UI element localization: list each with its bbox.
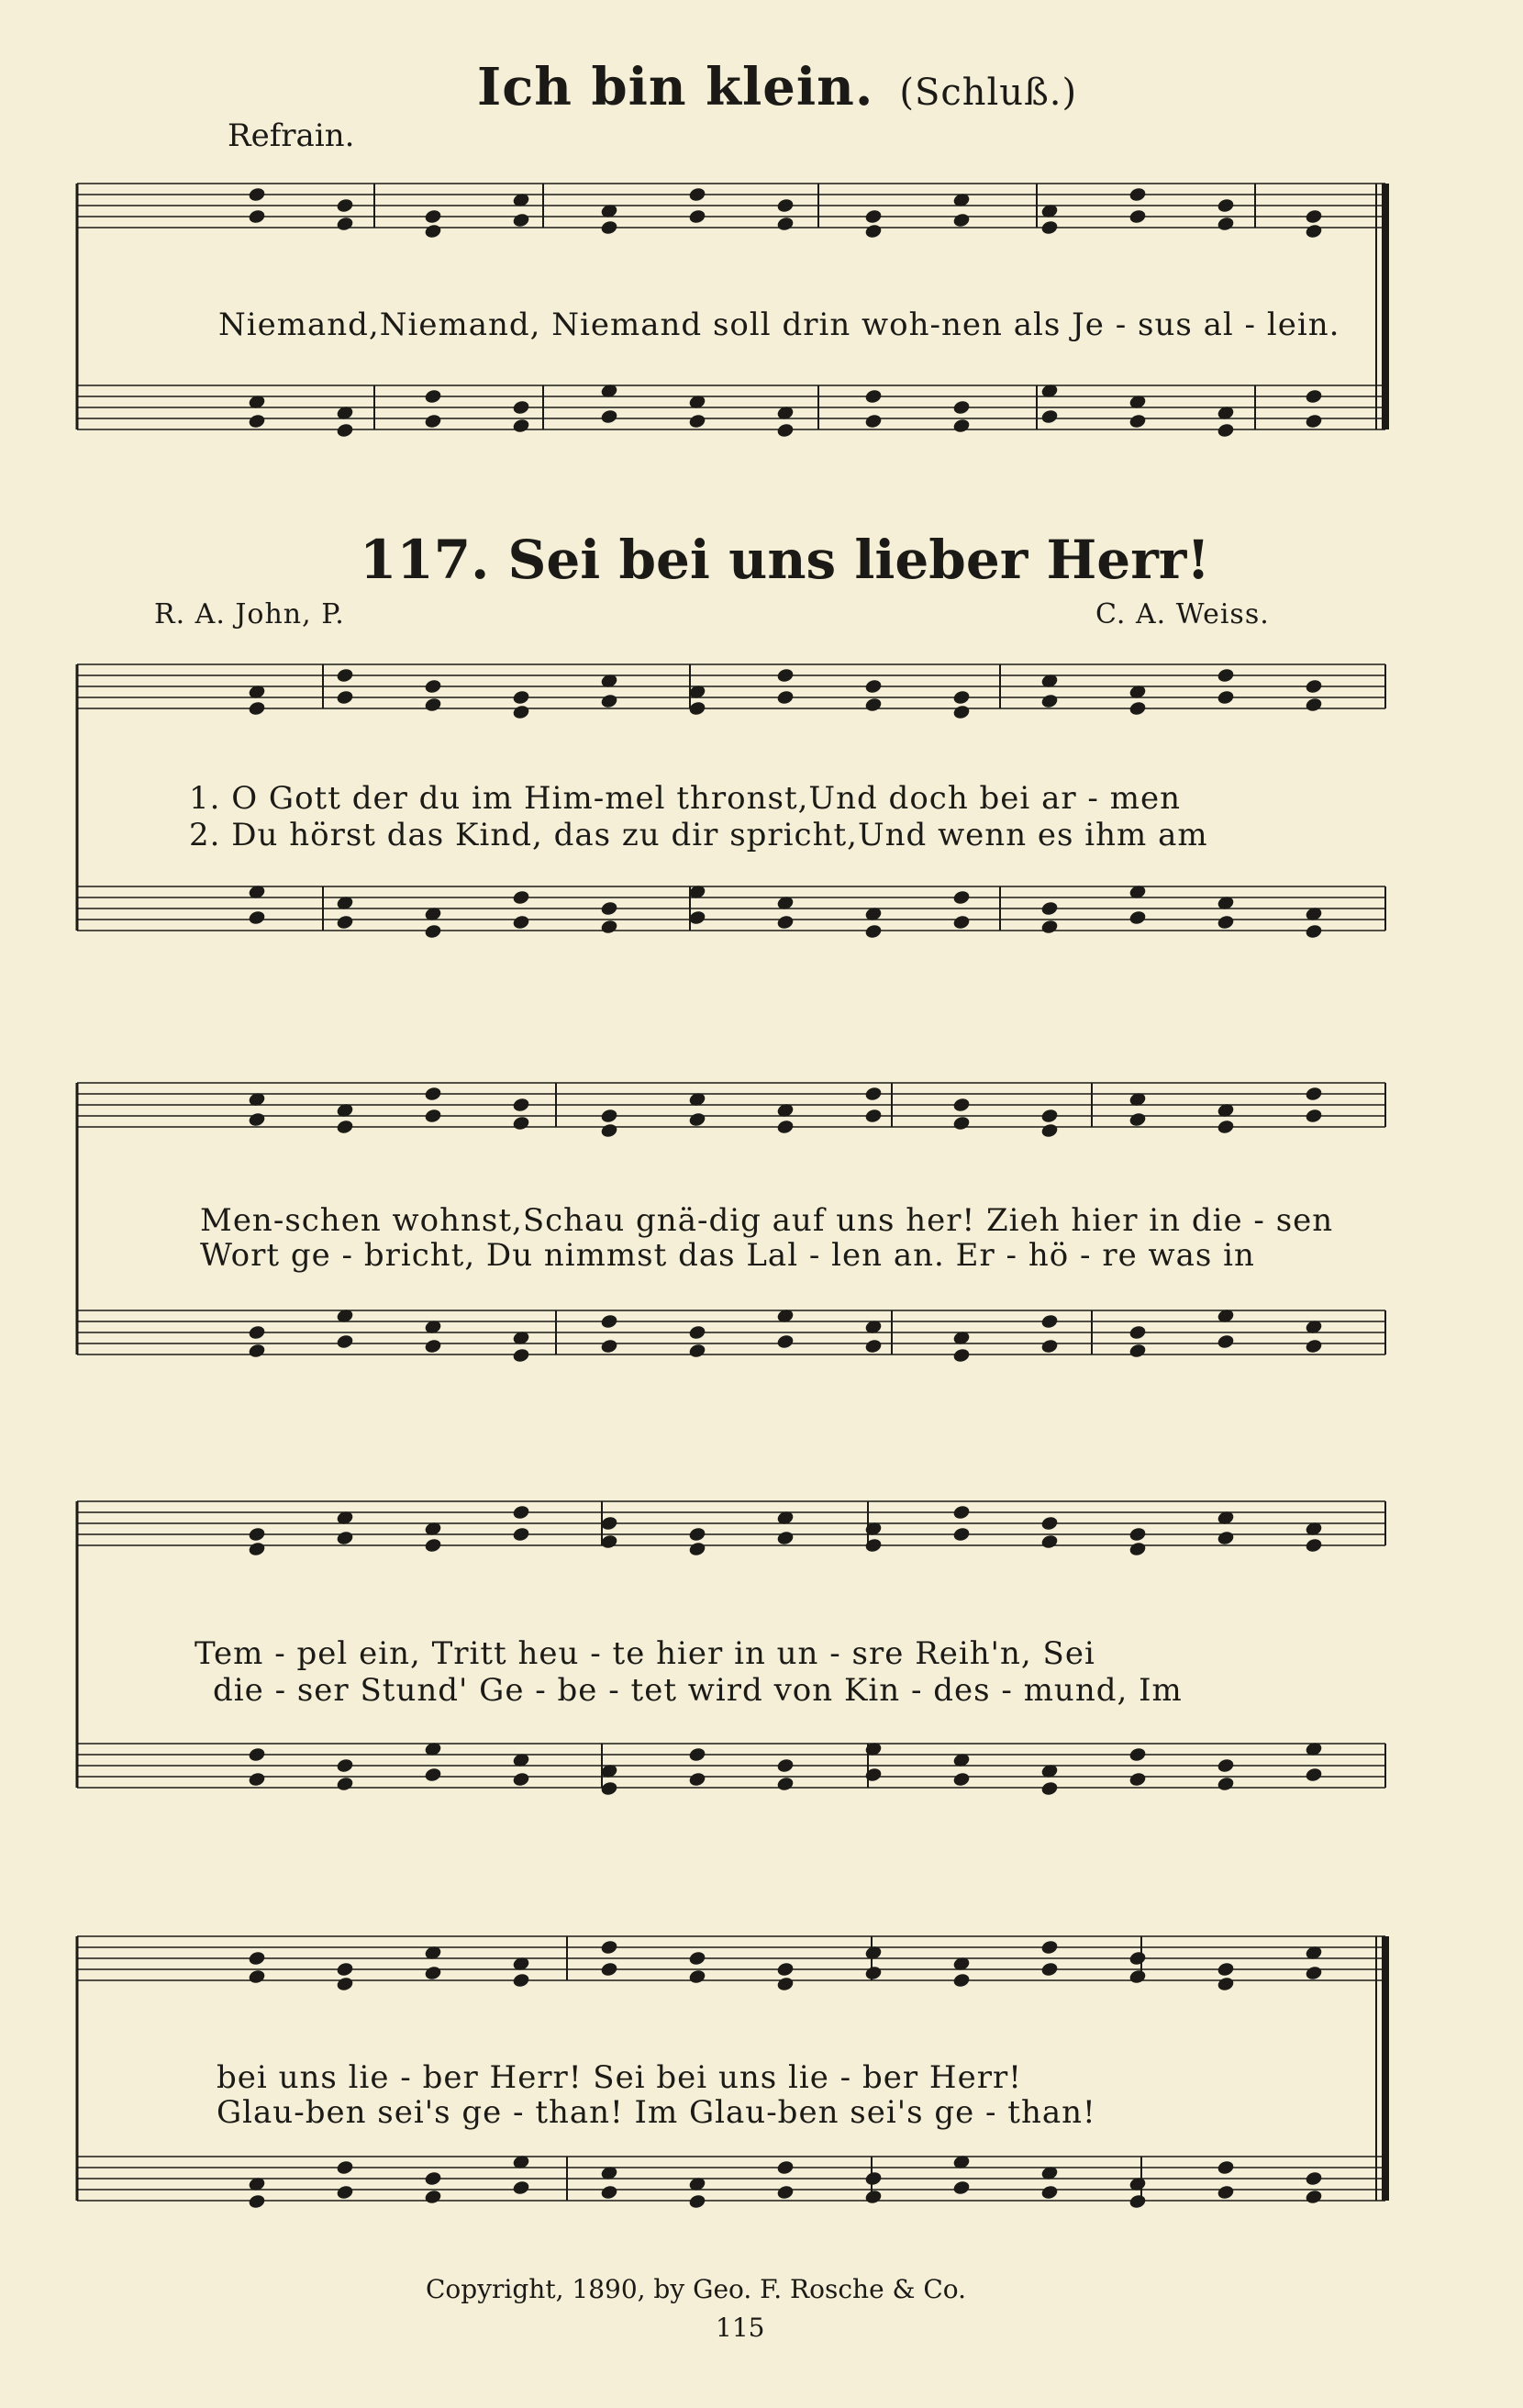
- note-head: [600, 1962, 617, 1978]
- note-head: [1040, 1109, 1058, 1124]
- note-head: [864, 697, 882, 713]
- note-head: [776, 1120, 794, 1135]
- hymn-composer: C. A. Weiss.: [1095, 598, 1270, 630]
- note-head: [424, 1339, 441, 1354]
- note-head: [1128, 1112, 1146, 1128]
- refrain-lyrics: Niemand,Niemand, Niemand soll drin woh-nen als Je - sus al - lein.: [218, 307, 1340, 343]
- note-head: [512, 690, 529, 706]
- note-head: [952, 1527, 970, 1543]
- note-head: [600, 1534, 617, 1550]
- note-head: [1128, 701, 1146, 717]
- note-head: [512, 1505, 529, 1521]
- note-head: [1305, 697, 1322, 713]
- note-head: [1305, 209, 1322, 225]
- note-head: [864, 1087, 882, 1102]
- note-head: [1040, 2185, 1058, 2201]
- note-head: [248, 1772, 265, 1788]
- note-head: [952, 690, 970, 706]
- note-head: [336, 1531, 353, 1546]
- note-head: [952, 1772, 970, 1788]
- refrain-label: Refrain.: [228, 117, 355, 154]
- note-head: [688, 1325, 706, 1341]
- note-head: [864, 414, 882, 429]
- note-head: [776, 217, 794, 232]
- note-head: [952, 890, 970, 906]
- note-head: [248, 1112, 265, 1128]
- note-head: [1040, 1123, 1058, 1139]
- note-head: [424, 1109, 441, 1124]
- note-head: [1040, 1516, 1058, 1532]
- note-head: [776, 915, 794, 931]
- note-head: [1305, 389, 1322, 405]
- page-number: 115: [716, 2313, 765, 2343]
- note-head: [1040, 1534, 1058, 1550]
- note-head: [424, 1538, 441, 1554]
- note-head: [776, 198, 794, 214]
- note-head: [1217, 1531, 1234, 1546]
- note-head: [512, 418, 529, 434]
- note-head: [1305, 1339, 1322, 1354]
- note-head: [952, 1116, 970, 1132]
- note-head: [1217, 423, 1234, 439]
- note-head: [512, 1973, 529, 1989]
- note-head: [1217, 2185, 1234, 2201]
- note-head: [600, 694, 617, 709]
- note-head: [512, 705, 529, 720]
- note-head: [600, 1109, 617, 1124]
- note-head: [1217, 915, 1234, 931]
- note-head: [776, 668, 794, 684]
- copyright-notice: Copyright, 1890, by Geo. F. Rosche & Co.: [426, 2274, 967, 2304]
- note-head: [688, 414, 706, 429]
- note-head: [1128, 209, 1146, 225]
- note-head: [1040, 1940, 1058, 1956]
- note-head: [424, 224, 441, 240]
- note-head: [424, 2171, 441, 2187]
- note-head: [1040, 1339, 1058, 1354]
- note-head: [1217, 198, 1234, 214]
- note-head: [952, 400, 970, 416]
- note-head: [952, 1505, 970, 1521]
- note-head: [1305, 1966, 1322, 1981]
- note-head: [336, 423, 353, 439]
- hymn-author: R. A. John, P.: [154, 598, 345, 630]
- note-head: [864, 1109, 882, 1124]
- note-head: [688, 1343, 706, 1359]
- note-head: [512, 2180, 529, 2196]
- note-head: [248, 1542, 265, 1557]
- note-head: [864, 2190, 882, 2205]
- note-head: [1040, 920, 1058, 935]
- note-head: [1128, 1747, 1146, 1763]
- note-head: [1217, 1977, 1234, 1992]
- note-head: [336, 1777, 353, 1792]
- note-head: [1040, 1962, 1058, 1978]
- system4-verse1: bei uns lie - ber Herr! Sei bei uns lie - ber Herr!: [217, 2059, 1022, 2096]
- note-head: [512, 1348, 529, 1364]
- note-head: [600, 1516, 617, 1532]
- note-head: [424, 389, 441, 405]
- note-head: [336, 915, 353, 931]
- note-head: [248, 1325, 265, 1341]
- note-head: [776, 1758, 794, 1774]
- note-head: [248, 1343, 265, 1359]
- note-head: [864, 1339, 882, 1354]
- note-head: [600, 409, 617, 425]
- note-head: [248, 209, 265, 225]
- note-head: [512, 213, 529, 229]
- note-head: [688, 1747, 706, 1763]
- note-head: [336, 1120, 353, 1135]
- note-head: [600, 1781, 617, 1797]
- note-head: [776, 2160, 794, 2176]
- note-head: [424, 414, 441, 429]
- note-head: [336, 2160, 353, 2176]
- note-head: [512, 1116, 529, 1132]
- note-head: [688, 1969, 706, 1985]
- note-head: [248, 701, 265, 717]
- note-head: [776, 2185, 794, 2201]
- note-head: [1217, 1777, 1234, 1792]
- note-head: [1305, 1767, 1322, 1783]
- note-head: [952, 915, 970, 931]
- note-head: [248, 1747, 265, 1763]
- note-head: [336, 1758, 353, 1774]
- system3-verse2: die - ser Stund' Ge - be - tet wird von Kin - des - mund, Im: [213, 1672, 1183, 1709]
- note-head: [952, 418, 970, 434]
- note-head: [512, 915, 529, 931]
- note-head: [952, 705, 970, 720]
- note-head: [1217, 1758, 1234, 1774]
- note-head: [600, 2185, 617, 2201]
- note-head: [248, 910, 265, 926]
- note-head: [776, 1977, 794, 1992]
- note-head: [1128, 1772, 1146, 1788]
- note-head: [1128, 1542, 1146, 1557]
- note-head: [248, 1951, 265, 1967]
- note-head: [512, 890, 529, 906]
- note-head: [952, 1098, 970, 1113]
- note-head: [336, 217, 353, 232]
- note-head: [1128, 1969, 1146, 1985]
- note-head: [1217, 217, 1234, 232]
- note-head: [248, 1527, 265, 1543]
- note-head: [688, 1112, 706, 1128]
- note-head: [1128, 910, 1146, 926]
- note-head: [688, 1542, 706, 1557]
- note-head: [688, 209, 706, 225]
- note-head: [864, 209, 882, 225]
- note-head: [952, 2180, 970, 2196]
- note-head: [1305, 414, 1322, 429]
- hymn-title: 117. Sei bei uns lieber Herr!: [360, 529, 1210, 591]
- note-head: [688, 2194, 706, 2210]
- note-head: [864, 2171, 882, 2187]
- note-head: [512, 400, 529, 416]
- note-head: [336, 198, 353, 214]
- note-head: [424, 1966, 441, 1981]
- note-head: [1128, 1951, 1146, 1967]
- note-head: [1217, 1334, 1234, 1350]
- note-head: [336, 690, 353, 706]
- note-head: [1217, 668, 1234, 684]
- note-head: [424, 2190, 441, 2205]
- note-head: [248, 2194, 265, 2210]
- note-head: [688, 1772, 706, 1788]
- note-head: [1040, 1781, 1058, 1797]
- note-head: [248, 187, 265, 203]
- note-head: [864, 679, 882, 695]
- note-head: [1040, 409, 1058, 425]
- note-head: [776, 1531, 794, 1546]
- note-head: [600, 1940, 617, 1956]
- note-head: [1040, 694, 1058, 709]
- note-head: [1305, 679, 1322, 695]
- note-head: [1128, 1343, 1146, 1359]
- note-head: [424, 697, 441, 713]
- note-head: [424, 679, 441, 695]
- note-head: [688, 1527, 706, 1543]
- note-head: [1217, 690, 1234, 706]
- note-head: [864, 224, 882, 240]
- note-head: [1305, 1538, 1322, 1554]
- note-head: [336, 2185, 353, 2201]
- note-head: [1305, 924, 1322, 940]
- note-head: [1128, 414, 1146, 429]
- note-head: [336, 1977, 353, 1992]
- note-head: [952, 1973, 970, 1989]
- note-head: [424, 1087, 441, 1102]
- system2-verse1: Men-schen wohnst,Schau gnä-dig auf uns her! Zieh hier in die - sen: [200, 1202, 1334, 1239]
- note-head: [688, 701, 706, 717]
- refrain-song-title: Ich bin klein. (Schluß.): [477, 57, 1078, 117]
- note-head: [424, 1767, 441, 1783]
- note-head: [248, 414, 265, 429]
- note-head: [600, 1123, 617, 1139]
- system1-verse2: 2. Du hörst das Kind, das zu dir spricht,Und wenn es ihm am: [189, 817, 1208, 853]
- note-head: [952, 213, 970, 229]
- note-head: [1217, 1120, 1234, 1135]
- note-head: [688, 1951, 706, 1967]
- note-head: [424, 209, 441, 225]
- note-head: [336, 1962, 353, 1978]
- note-head: [336, 668, 353, 684]
- note-head: [952, 1348, 970, 1364]
- note-head: [424, 924, 441, 940]
- note-head: [864, 1966, 882, 1981]
- note-head: [1128, 1527, 1146, 1543]
- note-head: [776, 690, 794, 706]
- system4-verse2: Glau-ben sei's ge - than! Im Glau-ben sei's ge - than!: [217, 2094, 1096, 2131]
- note-head: [512, 1772, 529, 1788]
- note-head: [776, 1334, 794, 1350]
- note-head: [600, 1314, 617, 1330]
- note-head: [1305, 2171, 1322, 2187]
- system1-verse1: 1. O Gott der du im Him-mel thronst,Und doch bei ar - men: [189, 780, 1181, 817]
- system3-verse1: Tem - pel ein, Tritt heu - te hier in un - sre Reih'n, Sei: [195, 1635, 1095, 1672]
- note-head: [600, 920, 617, 935]
- note-head: [776, 1777, 794, 1792]
- note-head: [512, 1527, 529, 1543]
- note-head: [1305, 2190, 1322, 2205]
- note-head: [248, 1969, 265, 1985]
- note-head: [776, 423, 794, 439]
- note-head: [512, 1098, 529, 1113]
- note-head: [1128, 1325, 1146, 1341]
- note-head: [1128, 2194, 1146, 2210]
- note-head: [600, 1339, 617, 1354]
- note-head: [1305, 1087, 1322, 1102]
- system2-verse2: Wort ge - bricht, Du nimmst das Lal - len an. Er - hö - re was in: [200, 1237, 1255, 1274]
- note-head: [688, 187, 706, 203]
- note-head: [1040, 220, 1058, 236]
- note-head: [1040, 1314, 1058, 1330]
- note-head: [600, 220, 617, 236]
- note-head: [1305, 224, 1322, 240]
- note-head: [1128, 187, 1146, 203]
- note-head: [1217, 1962, 1234, 1978]
- note-head: [1305, 1109, 1322, 1124]
- note-head: [864, 924, 882, 940]
- note-head: [336, 1334, 353, 1350]
- note-head: [1217, 2160, 1234, 2176]
- note-head: [600, 901, 617, 917]
- note-head: [776, 1962, 794, 1978]
- note-head: [1040, 901, 1058, 917]
- note-head: [864, 389, 882, 405]
- note-head: [688, 910, 706, 926]
